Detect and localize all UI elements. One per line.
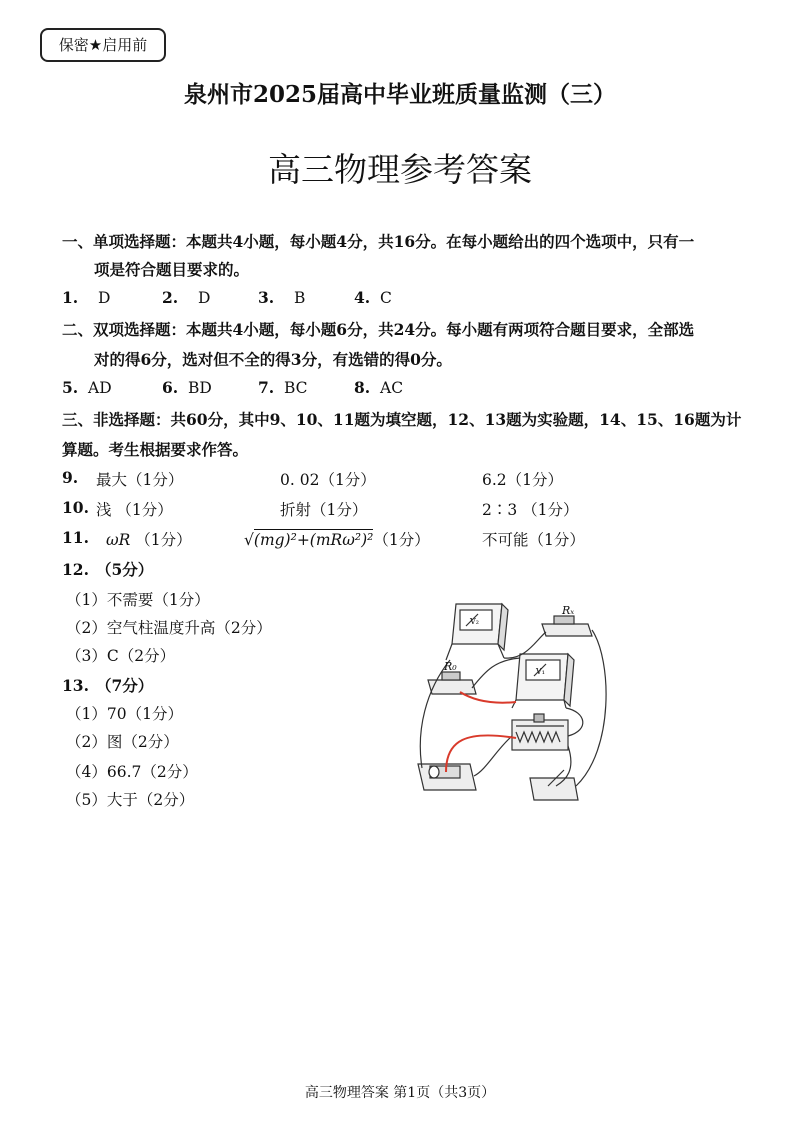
r0-label: R₀: [444, 660, 457, 673]
confidential-badge: 保密★启用前: [40, 28, 166, 62]
section3-heading-line2: 算题。考生根据要求作答。: [62, 440, 249, 459]
rx-label: Rₓ: [562, 604, 575, 617]
q13-item-4: （4）66.7（2分）: [66, 763, 198, 781]
voltmeter-v2-icon: [446, 604, 508, 660]
q10-number: 10.: [62, 498, 89, 517]
answer-5: 5. AD: [62, 378, 112, 397]
circuit-diagram: [416, 600, 616, 806]
section3-heading-line1: 三、非选择题：共60分，其中9、10、11题为填空题，12、13题为实验题，14、15、16题为计: [62, 410, 742, 429]
q10-answer-b: 折射（1分）: [280, 501, 368, 519]
q13-header: 13. （7分）: [62, 676, 154, 695]
answer-3: 3. B: [258, 288, 306, 307]
section2-heading-line2: 对的得6分，选对但不全的得3分，有选错的得0分。: [94, 350, 452, 369]
q11-answer-c: 不可能（1分）: [482, 531, 585, 549]
answer-6: 6. BD: [162, 378, 212, 397]
answer-4: 4. C: [354, 288, 392, 307]
q13-item-5: （5）大于（2分）: [66, 791, 195, 809]
q10-answer-a: 浅 （1分）: [96, 501, 173, 519]
voltmeter-v1-icon: [512, 654, 574, 708]
q9-answer-c: 6.2（1分）: [482, 471, 564, 489]
q9-answer-b: 0. 02（1分）: [280, 471, 376, 489]
answer-key-title: 高三物理参考答案: [268, 150, 532, 189]
q11-answer-b: √(mg)²+(mRω²)²（1分）: [244, 531, 430, 549]
q9-answer-a: 最大（1分）: [96, 471, 184, 489]
section1-heading-line2: 项是符合题目要求的。: [94, 260, 250, 279]
red-wire: [446, 692, 516, 772]
q9-number: 9.: [62, 468, 79, 487]
section2-heading-line1: 二、双项选择题：本题共4小题，每小题6分，共24分。每小题有两项符合题目要求，全部选: [62, 320, 695, 339]
q12-item-2: （2）空气柱温度升高（2分）: [66, 619, 272, 637]
answer-7: 7. BC: [258, 378, 308, 397]
exam-title: 泉州市2025届高中毕业班质量监测（三）: [183, 81, 616, 108]
answer-8: 8. AC: [354, 378, 404, 397]
page-footer: 高三物理答案 第1页（共3页）: [304, 1085, 496, 1101]
switch-icon: [530, 770, 578, 800]
section1-heading-line1: 一、单项选择题：本题共4小题，每小题4分，共16分。在每小题给出的四个选项中，只有一: [62, 232, 695, 251]
sqrt-icon: √: [244, 531, 254, 549]
v2-label: V₂: [470, 617, 479, 626]
answer-2: 2. D: [162, 288, 211, 307]
resistor-rx-icon: [542, 616, 592, 636]
rheostat-icon: [512, 714, 568, 750]
q10-answer-c: 2∶3 （1分）: [482, 501, 579, 519]
q12-item-1: （1）不需要（1分）: [66, 591, 210, 609]
q11-answer-a: ωR （1分）: [106, 531, 192, 549]
q13-item-2: （2）图（2分）: [66, 733, 179, 751]
q13-item-1: （1）70（1分）: [66, 705, 183, 723]
v1-label: V₁: [536, 667, 545, 676]
q11-number: 11.: [62, 528, 89, 547]
answer-1: 1. D: [62, 288, 111, 307]
q12-item-3: （3）C（2分）: [66, 647, 176, 665]
q12-header: 12. （5分）: [62, 560, 154, 579]
